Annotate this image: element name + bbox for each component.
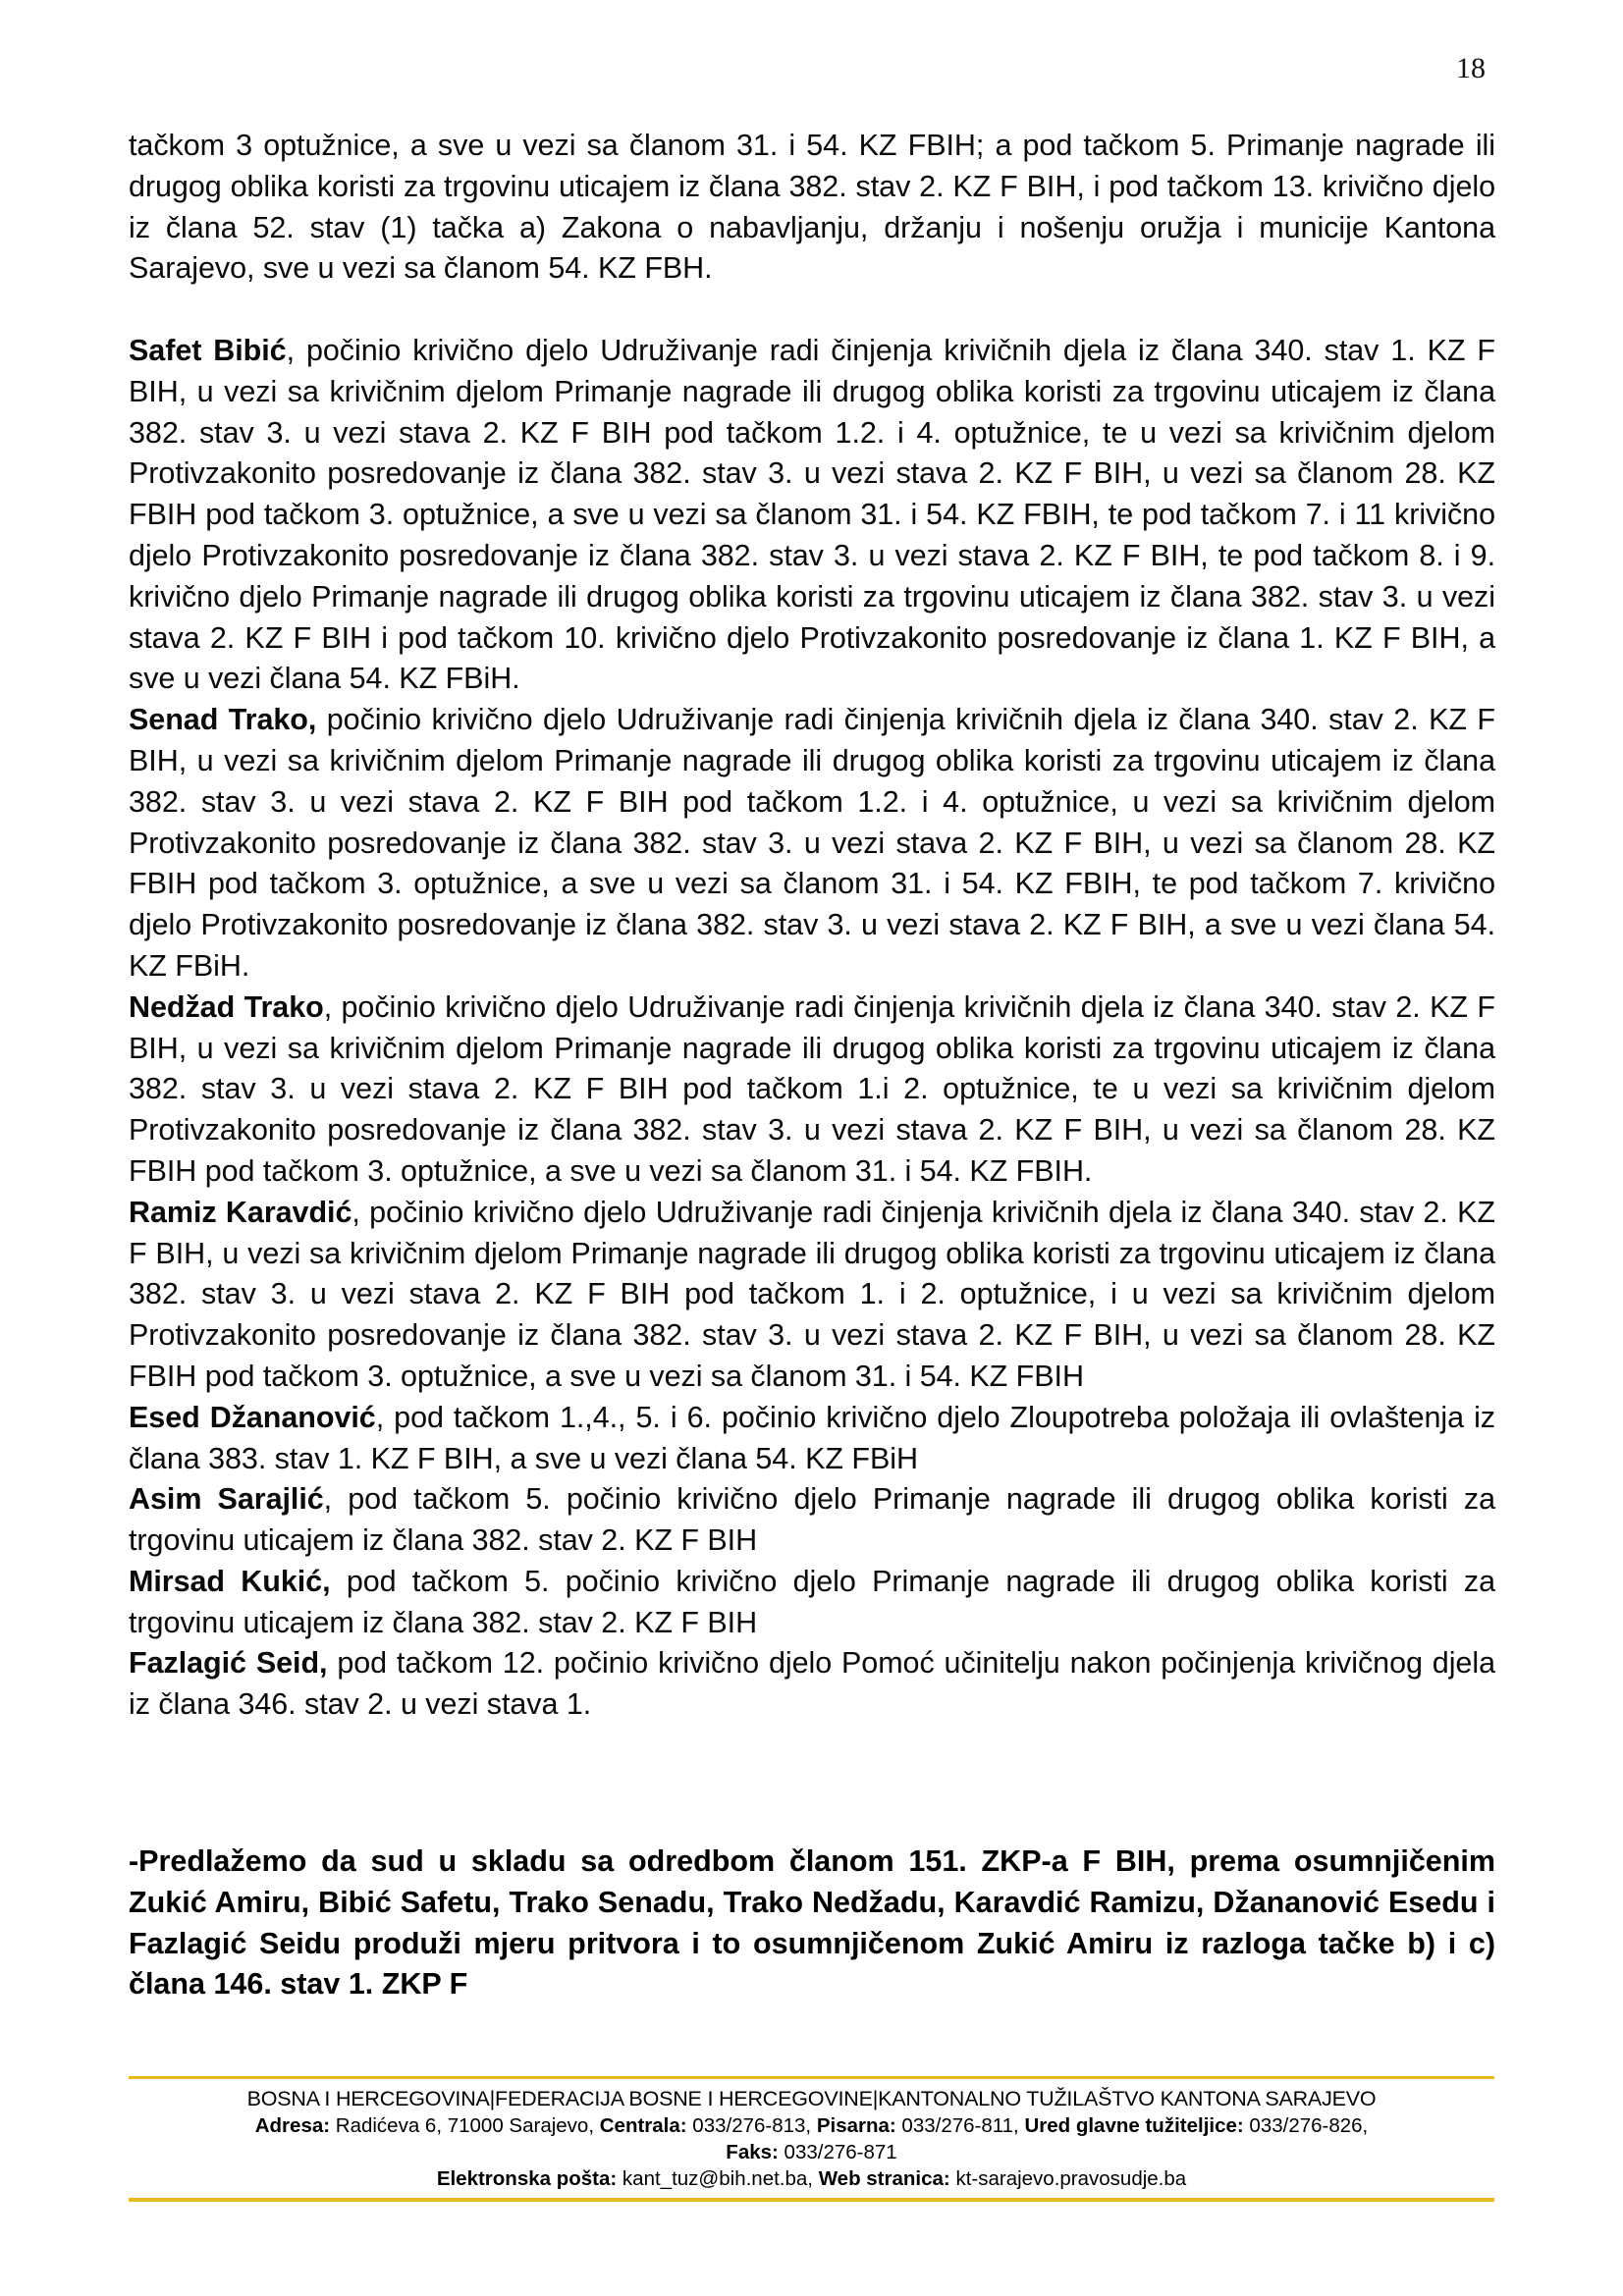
footer-fax-line (129, 2139, 1494, 2165)
paragraph-safet-bibic (129, 331, 1495, 700)
paragraph-intro (129, 126, 1495, 290)
page-number: 18 (1456, 52, 1486, 84)
footer-centrala-label: Centrala: (599, 2114, 687, 2137)
footer-fax-value: 033/276-871 (778, 2141, 897, 2163)
footer-pisarna-label: Pisarna: (816, 2114, 896, 2137)
paragraph-text: , počinio krivično djelo Udruživanje radi činjenja krivičnih djela iz člana 340. stav 2. KZ F BIH, u vezi sa krivičnim djelom Primanje nagrade ili drugog oblika koristi za trgovinu uticajem iz člana 382. stav 3. u vezi stava 2. KZ F BIH pod tačkom 1. i 2. optužnice, i u vezi sa krivičnim djelom Protivzakonito posredovanje iz člana 382. stav 3. u vezi stava 2. KZ F BIH, u vezi sa članom 28. KZ FBIH pod tačkom 3. optužnice, a sve u vezi sa članom 31. i 54. KZ FBIH (129, 1195, 1495, 1393)
defendant-name-senad-trako: Senad Trako, (129, 703, 317, 737)
paragraph-asim-sarajlic (129, 1479, 1495, 1562)
footer-address-line (129, 2112, 1494, 2139)
defendant-name-nedzad-trako: Nedžad Trako (129, 989, 324, 1024)
paragraph-text: pod tačkom 12. počinio krivično djelo Pomoć učinitelju nakon počinjenja krivičnog djela iz člana 346. stav 2. u vezi stava 1. (129, 1646, 1495, 1722)
footer-bottom-rule (129, 2198, 1494, 2202)
defendant-name-safet-bibic: Safet Bibić (129, 333, 287, 367)
footer-email-label: Elektronska pošta: (436, 2167, 618, 2190)
paragraph-mirsad-kukic (129, 1562, 1495, 1644)
paragraph-text: , počinio krivično djelo Udruživanje radi činjenja krivičnih djela iz člana 340. stav 1. KZ F BIH, u vezi sa krivičnim djelom Primanje nagrade ili drugog oblika koristi za trgovinu uticajem iz člana 382. stav 3. u vezi stava 2. KZ F BIH pod tačkom 1.2. i 4. optužnice, te u vezi sa krivičnim djelom Protivzakonito posredovanje iz člana 382. stav 3. u vezi stava 2. KZ F BIH, u vezi sa članom 28. KZ FBIH pod tačkom 3. optužnice, a sve u vezi sa članom 31. i 54. KZ FBIH, te pod tačkom 7. i 11 krivično djelo Protivzakonito posredovanje iz člana 382. stav 3. u vezi stava 2. KZ F BIH, te pod tačkom 8. i 9. krivično djelo Primanje nagrade ili drugog oblika koristi za trgovinu uticajem iz člana 382. stav 3. u vezi stava 2. KZ F BIH i pod tačkom 10. krivično djelo Protivzakonito posredovanje iz člana 1. KZ F BIH, a sve u vezi člana 54. KZ FBiH. (129, 333, 1495, 696)
paragraph-text: počinio krivično djelo Udruživanje radi činjenja krivičnih djela iz člana 340. stav 2. KZ F BIH, u vezi sa krivičnim djelom Primanje nagrade ili drugog oblika koristi za trgovinu uticajem iz člana 382. stav 3. u vezi stava 2. KZ F BIH pod tačkom 1.2. i 4. optužnice, u vezi sa krivičnim djelom Protivzakonito posredovanje iz člana 382. stav 3. u vezi stava 2. KZ F BIH, u vezi sa članom 28. KZ FBIH pod tačkom 3. optužnice, a sve u vezi sa članom 31. i 54. KZ FBIH, te pod tačkom 7. krivično djelo Protivzakonito posredovanje iz člana 382. stav 3. u vezi stava 2. KZ F BIH, a sve u vezi člana 54. KZ FBiH. (129, 703, 1495, 983)
footer-address-label: Adresa: (254, 2114, 331, 2137)
footer-email-value: kant_tuz@bih.net.ba, (617, 2167, 819, 2190)
footer-ured-value: 033/276-826, (1243, 2114, 1369, 2137)
paragraph-fazlagic-seid (129, 1643, 1495, 1726)
paragraph-nedzad-trako (129, 988, 1495, 1193)
section-spacer (129, 1726, 1495, 1842)
defendant-name-fazlagic-seid: Fazlagić Seid, (129, 1646, 328, 1681)
footer-ured-label: Ured glavne tužiteljice: (1024, 2114, 1244, 2137)
defendant-name-asim-sarajlic: Asim Sarajlić (129, 1482, 324, 1517)
footer-web-label: Web stranica: (818, 2167, 950, 2190)
paragraph-text: , počinio krivično djelo Udruživanje radi činjenja krivičnih djela iz člana 340. stav 2. KZ F BIH, u vezi sa krivičnim djelom Primanje nagrade ili drugog oblika koristi za trgovinu uticajem iz člana 382. stav 3. u vezi stava 2. KZ F BIH pod tačkom 1.i 2. optužnice, te u vezi sa krivičnim djelom Protivzakonito posredovanje iz člana 382. stav 3. u vezi stava 2. KZ F BIH, u vezi sa članom 28. KZ FBIH pod tačkom 3. optužnice, a sve u vezi sa članom 31. i 54. KZ FBIH. (129, 989, 1495, 1188)
paragraph-text: pod tačkom 5. počinio krivično djelo Primanje nagrade ili drugog oblika koristi za trgovinu uticajem iz člana 382. stav 2. KZ F BIH (129, 1564, 1495, 1639)
defendant-name-esed-dzananovic: Esed Džananović (129, 1400, 376, 1434)
document-body (129, 126, 1495, 2005)
footer-pisarna-value: 033/276-811, (895, 2114, 1025, 2137)
paragraph-text: , pod tačkom 5. počinio krivično djelo Primanje nagrade ili drugog oblika koristi za trgovinu uticajem iz člana 382. stav 2. KZ F BIH (129, 1482, 1495, 1558)
closing-proposal-paragraph: -Predlažemo da sud u skladu sa odredbom članom 151. ZKP-a F BIH, prema osumnjičenim Zukić Amiru, Bibić Safetu, Trako Senadu, Trako Nedžadu, Karavdić Ramizu, Džananović Esedu i Fazlagić Seidu produži mjeru pritvora i to osumnjičenom Zukić Amiru iz razloga tačke b) i c) člana 146. stav 1. ZKP F (129, 1844, 1495, 2002)
paragraph-text: tačkom 3 optužnice, a sve u vezi sa članom 31. i 54. KZ FBIH; a pod tačkom 5. Primanje nagrade ili drugog oblika koristi za trgovinu uticajem iz člana 382. stav 2. KZ F BIH, i pod tačkom 13. krivično djelo iz člana 52. stav (1) tačka a) Zakona o nabavljanju, držanju i nošenju oružja i municije Kantona Sarajevo, sve u vezi sa članom 54. KZ FBH. (129, 129, 1495, 286)
footer-centrala-value: 033/276-813, (686, 2114, 817, 2137)
paragraph-esed-dzananovic (129, 1398, 1495, 1480)
paragraph-senad-trako (129, 700, 1495, 988)
defendant-name-ramiz-karavdic: Ramiz Karavdić (129, 1195, 352, 1229)
paragraph-ramiz-karavdic (129, 1193, 1495, 1398)
footer-institution-line: BOSNA I HERCEGOVINA|FEDERACIJA BOSNE I HERCEGOVINE|KANTONALNO TUŽILAŠTVO KANTONA SARAJEVO (246, 2087, 1377, 2110)
defendant-name-mirsad-kukic: Mirsad Kukić, (129, 1564, 331, 1598)
footer-web-value: kt-sarajevo.pravosudje.ba (949, 2167, 1187, 2190)
paragraph-text: , pod tačkom 1.,4., 5. i 6. počinio krivično djelo Zloupotreba položaja ili ovlaštenja iz člana 383. stav 1. KZ F BIH, a sve u vezi člana 54. KZ FBiH (129, 1400, 1495, 1475)
footer-address-value: Radićeva 6, 71000 Sarajevo, (330, 2114, 600, 2137)
page-footer (129, 2076, 1494, 2202)
footer-fax-label: Faks: (726, 2141, 779, 2163)
footer-content (129, 2079, 1494, 2198)
footer-contact-line (129, 2165, 1494, 2192)
